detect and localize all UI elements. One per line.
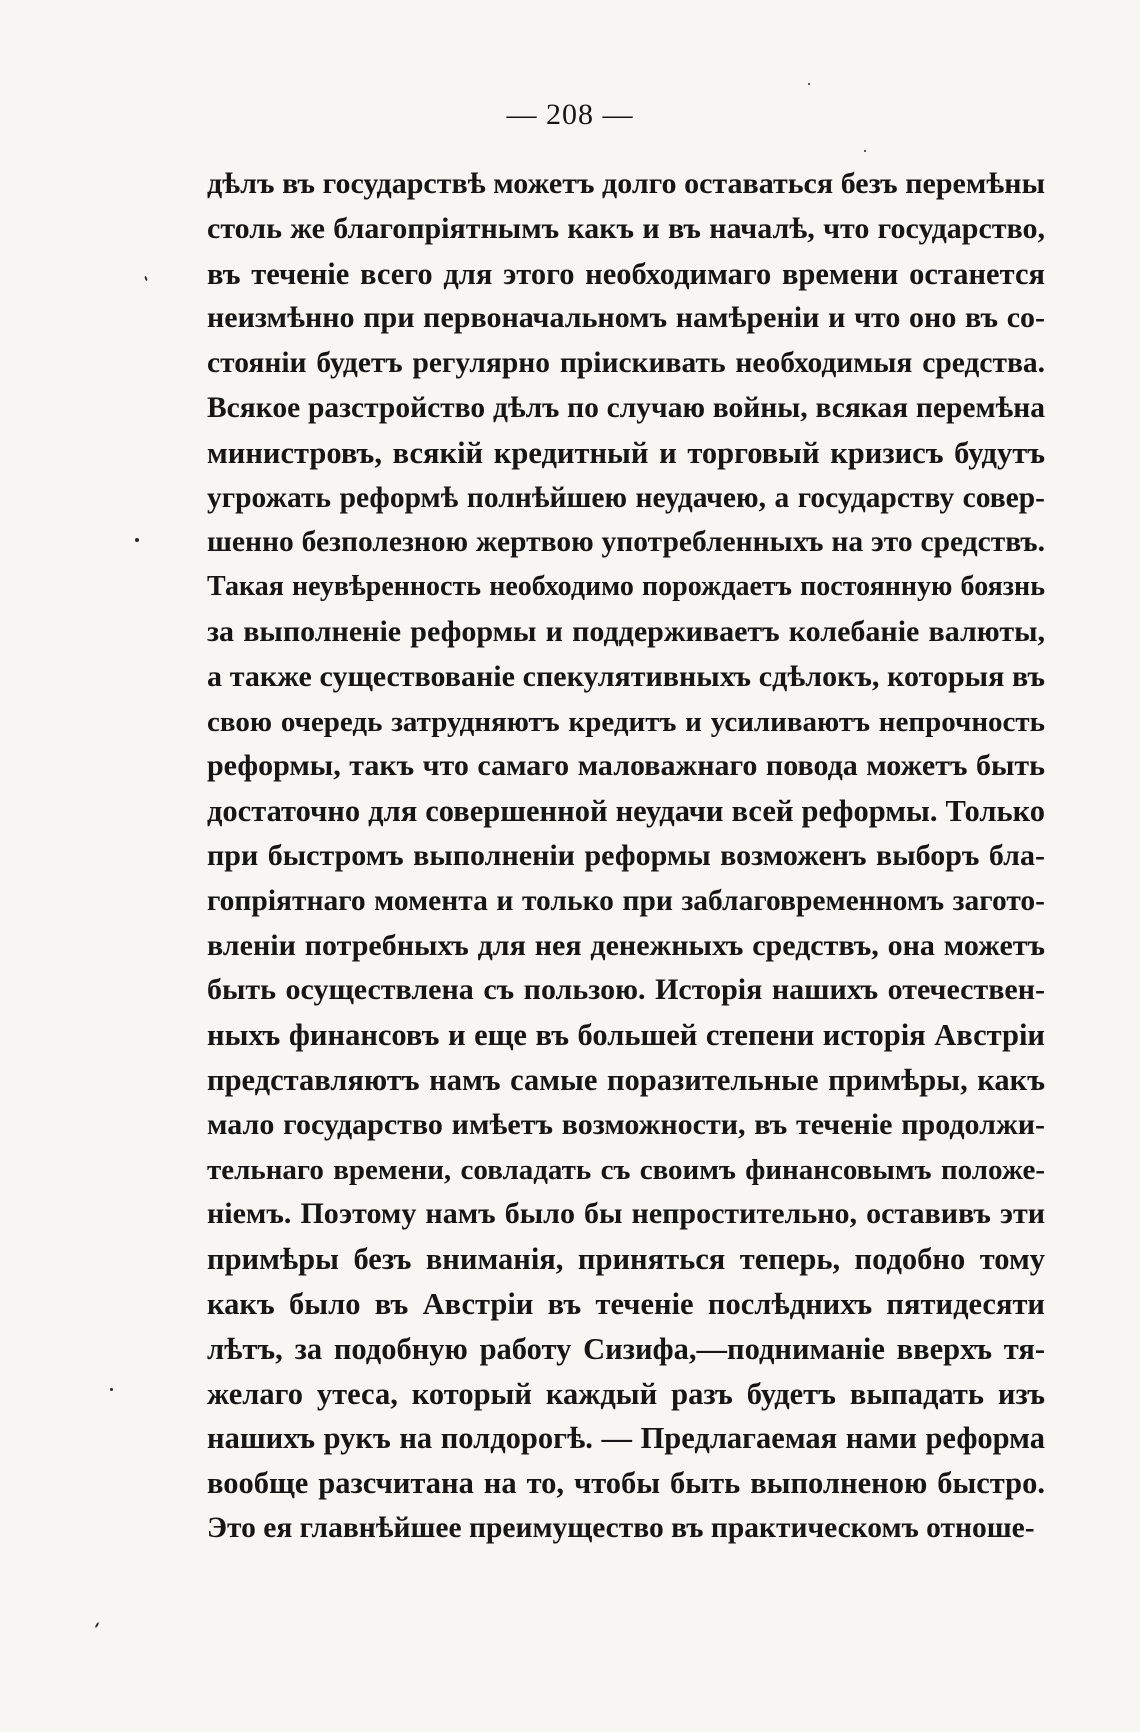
text-line: свою очередь затрудняютъ кредитъ и усиливаютъ непрочность [207, 705, 1045, 738]
text-line: какъ было въ Австріи въ теченіе послѣднихъ пятидесяти [207, 1286, 1045, 1321]
text-line: мало государство имѣетъ возможности, въ теченіе продолжи- [207, 1107, 1045, 1141]
text-line: столь же благопріятнымъ какъ и въ началѣ, что государство, [207, 211, 1045, 245]
scan-speck [864, 150, 866, 152]
text-line: желаго утеса, который каждый разъ будетъ выпадать изъ [207, 1376, 1045, 1411]
text-line: министровъ, всякій кредитный и торговый кризисъ будутъ [207, 435, 1045, 470]
text-line: тельнаго времени, совладать съ своимъ финансовымъ положе- [207, 1153, 1045, 1186]
text-line: ніемъ. Поэтому намъ было бы непростительно, оставивъ эти [207, 1197, 1045, 1231]
text-line: Это ея главнѣйшее преимущество въ практическомъ отноше- [207, 1511, 1035, 1544]
text-line: ныхъ финансовъ и еще въ большей степени исторія Австріи [207, 1018, 1045, 1053]
text-line: стояніи будетъ регулярно пріискивать необходимыя средства. [207, 347, 1045, 380]
body-text [207, 162, 1045, 1551]
text-line: лѣтъ, за подобную работу Сизифа,—подниманіе вверхъ тя- [207, 1331, 1045, 1366]
text-line: угрожать реформѣ полнѣйшею неудачею, а государству совер- [207, 481, 1045, 514]
scan-speck [95, 1622, 100, 1628]
text-line: реформы, такъ что самаго маловажнаго повода можетъ быть [207, 749, 1045, 783]
text-line: а также существованіе спекулятивныхъ сдѣлокъ, которыя въ [207, 659, 1045, 693]
text-line: Всякое разстройство дѣлъ по случаю войны, всякая перемѣна [207, 391, 1045, 424]
text-line: гопріятнаго момента и только при заблаговременномъ загото- [207, 884, 1045, 917]
text-line: дѣлъ въ государствѣ можетъ долго оставаться безъ перемѣны [207, 167, 1045, 200]
text-line: быть осуществлена съ пользою. Исторія нашихъ отечествен- [207, 973, 1045, 1007]
text-line: при быстромъ выполненіи реформы возможенъ выборъ бла- [207, 838, 1045, 872]
text-line: неизмѣнно при первоначальномъ намѣреніи и что оно въ со- [207, 301, 1045, 335]
scan-speck [135, 538, 139, 542]
text-line: вленіи потребныхъ для нея денежныхъ средствъ, она можетъ [207, 928, 1045, 962]
text-line: примѣры безъ вниманія, приняться теперь, подобно тому [207, 1242, 1045, 1277]
text-line: за выполненіе реформы и поддерживаетъ колебаніе валюты, [207, 614, 1045, 648]
text-line: въ теченіе всего для этого необходимаго времени останется [207, 256, 1045, 291]
text-line: Такая неувѣренность необходимо порождаетъ постоянную боязнь [207, 571, 1045, 603]
scan-speck [144, 276, 148, 281]
text-line: достаточно для совершенной неудачи всей реформы. Только [207, 794, 1045, 829]
scan-speck [808, 83, 810, 85]
text-line: представляютъ намъ самые поразительные примѣры, какъ [207, 1062, 1045, 1097]
text-line: шенно безполезною жертвою употребленныхъ на это средствъ. [207, 526, 1045, 559]
text-line: нашихъ рукъ на полдорогѣ. — Предлагаемая нами реформа [207, 1421, 1045, 1456]
scan-speck [110, 1388, 113, 1391]
text-line: вообще разсчитана на то, чтобы быть выполненою быстро. [207, 1466, 1045, 1501]
page-number: — 208 — [506, 98, 634, 131]
